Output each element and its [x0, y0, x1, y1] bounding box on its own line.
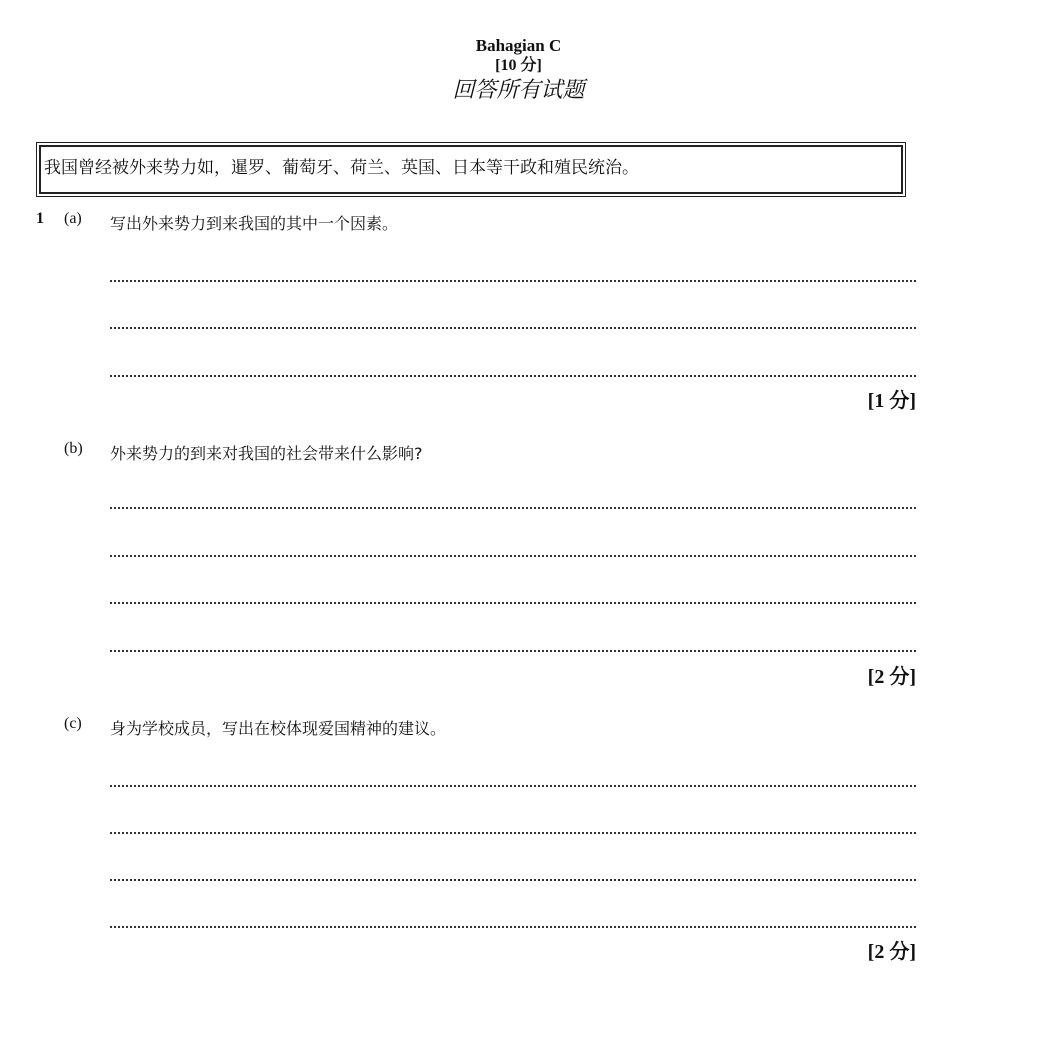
- part-c-answer-line-4[interactable]: [110, 926, 916, 928]
- part-b-marks: [2 分]: [867, 666, 916, 688]
- part-b-answer-line-3[interactable]: [110, 602, 916, 604]
- part-c-question: 身为学校成员，写出在校体现爱国精神的建议。: [110, 719, 447, 738]
- part-a-label: (a): [64, 210, 82, 227]
- stimulus-text: 我国曾经被外来势力如，暹罗、葡萄牙、荷兰、英国、日本等干政和殖民统治。: [39, 145, 903, 194]
- instruction: 回答所有试题: [452, 78, 585, 103]
- part-c-answer-line-1[interactable]: [110, 785, 916, 787]
- part-a-answer-line-2[interactable]: [110, 327, 916, 329]
- section-header: [0, 36, 1037, 106]
- part-c-marks: [2 分]: [867, 941, 916, 963]
- part-a-question: 写出外来势力到来我国的其中一个因素。: [110, 214, 399, 233]
- part-a-marks: [1 分]: [867, 390, 916, 412]
- part-b-label: (b): [64, 440, 83, 457]
- question-number: 1: [36, 210, 44, 227]
- part-b-answer-line-2[interactable]: [110, 555, 916, 557]
- section-total-marks: [10 分]: [495, 57, 542, 74]
- part-c-answer-line-3[interactable]: [110, 879, 916, 881]
- part-b-answer-line-1[interactable]: [110, 507, 916, 509]
- part-c-label: (c): [64, 715, 82, 732]
- section-title: Bahagian C: [475, 36, 562, 55]
- part-a-answer-line-3[interactable]: [110, 375, 916, 377]
- part-c-answer-line-2[interactable]: [110, 832, 916, 834]
- part-b-answer-line-4[interactable]: [110, 650, 916, 652]
- part-b-question: 外来势力的到来对我国的社会带来什么影响?: [110, 444, 423, 463]
- stimulus-box: [36, 142, 906, 197]
- part-a-answer-line-1[interactable]: [110, 280, 916, 282]
